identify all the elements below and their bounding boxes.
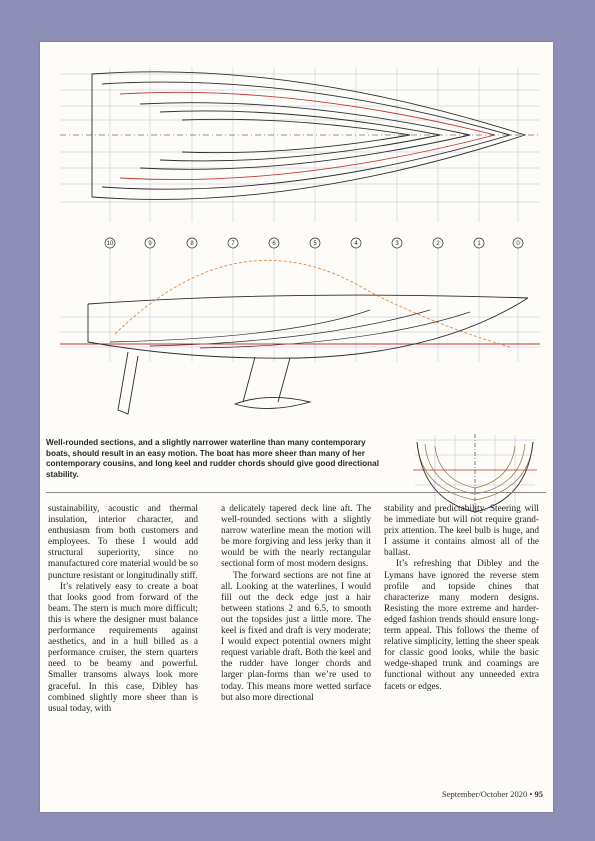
sheer-line (88, 295, 528, 304)
station-label: 5 (313, 241, 317, 247)
paragraph: stability and predictability. Steering will be immediate but will not require grand-prix attention. The keel bulb is huge, and I assume it contains almost all of the ballast. (384, 504, 539, 559)
station-label: 0 (516, 241, 520, 247)
plan-view-waterlines (60, 72, 540, 200)
station-marker-4 (351, 238, 361, 248)
keel-outline (243, 357, 290, 402)
paragraph: sustainability, acoustic and thermal insulation, interior character, and enthusiasm from both customers and employees. To these I would add structural superiority, since no manufactured core material would be so puncture resistant or longitudinally stiff. (48, 504, 198, 581)
station-marker-8 (187, 238, 197, 248)
station-marker-7 (228, 238, 238, 248)
paragraph: a delicately tapered deck line aft. The well-rounded sections with a slightly narrow waterline mean the motion will be more forgiving and less jerky than it would be with the nearly rectangular sectional form of most modern designs. (221, 504, 371, 570)
station-label: 7 (231, 241, 235, 247)
waterline-1 (102, 82, 510, 189)
station-marker-2 (433, 238, 443, 248)
station-marker-3 (392, 238, 402, 248)
station-marker-10 (105, 238, 115, 248)
article-column-1 (48, 504, 198, 715)
station-marker-5 (310, 238, 320, 248)
station-marker-9 (145, 238, 155, 248)
article-column-2 (221, 504, 371, 704)
page-footer (442, 789, 543, 799)
page-number: 95 (534, 789, 543, 799)
hull-lines-drawing (40, 42, 553, 437)
hull-profile (88, 298, 528, 358)
issue-date: September/October 2020 (442, 789, 528, 799)
station-marker-0 (513, 238, 523, 248)
station-label: 4 (354, 241, 358, 247)
magazine-page (40, 42, 553, 812)
keel-bulb (235, 397, 310, 408)
station-label: 8 (190, 241, 194, 247)
paragraph: It’s relatively easy to create a boat that looks good from forward of the beam. The stern is much more difficult; this is where the designer must balance performance requirements against aesthetics, and in a hull billed as a performance cruiser, the stern quarters need to be beamy and powerful. Smaller transoms always look more graceful. In this case, Dibley has combined slightly more sheer than is usual today, with (48, 581, 198, 714)
article-column-3 (384, 504, 539, 693)
station-label: 6 (272, 241, 276, 247)
station-marker-1 (474, 238, 484, 248)
profile-view (60, 260, 540, 414)
paragraph: The forward sections are not fine at all. Looking at the waterlines, I would fill out the deck edge just a hair between stations 2 and 6.5, to smooth out the topsides just a little more. The keel is fixed and draft is very moderate; I would expect potential owners might request variable draft. Both the keel and the rudder have longer chords and larger plan-forms than we’re used to today. This means more wetted surface but also more directional (221, 570, 371, 703)
station-markers (105, 238, 523, 248)
caption-divider (46, 492, 546, 493)
waterline-2 (120, 92, 495, 179)
station-label: 9 (148, 241, 152, 247)
station-label: 2 (436, 241, 440, 247)
waterline-4 (160, 111, 440, 161)
station-marker-6 (269, 238, 279, 248)
station-label: 1 (477, 241, 481, 247)
bullet-separator: • (529, 789, 533, 799)
station-label: 10 (106, 241, 114, 247)
paragraph: It’s refreshing that Dibley and the Lymans have ignored the reverse stem profile and topside chines that characterize many modern designs. Resisting the more extreme and harder-edged fashion trends should ensure long-term appeal. This follows the theme of relative simplicity, letting the sheer speak for classic good looks, while the basic wedge-shaped trunk and coamings are functional without any unneeded extra facets or edges. (384, 559, 539, 692)
buttock-lines (110, 310, 470, 348)
station-label: 3 (395, 241, 399, 247)
rudder-outline (118, 352, 138, 414)
figure-caption: Well-rounded sections, and a slightly narrower waterline than many contemporary boats, should result in an easy motion. The boat has more sheer than many of her contemporary cousins, and long keel and rudder chords should give good directional stability. (46, 438, 386, 480)
deck-outline (92, 72, 525, 200)
